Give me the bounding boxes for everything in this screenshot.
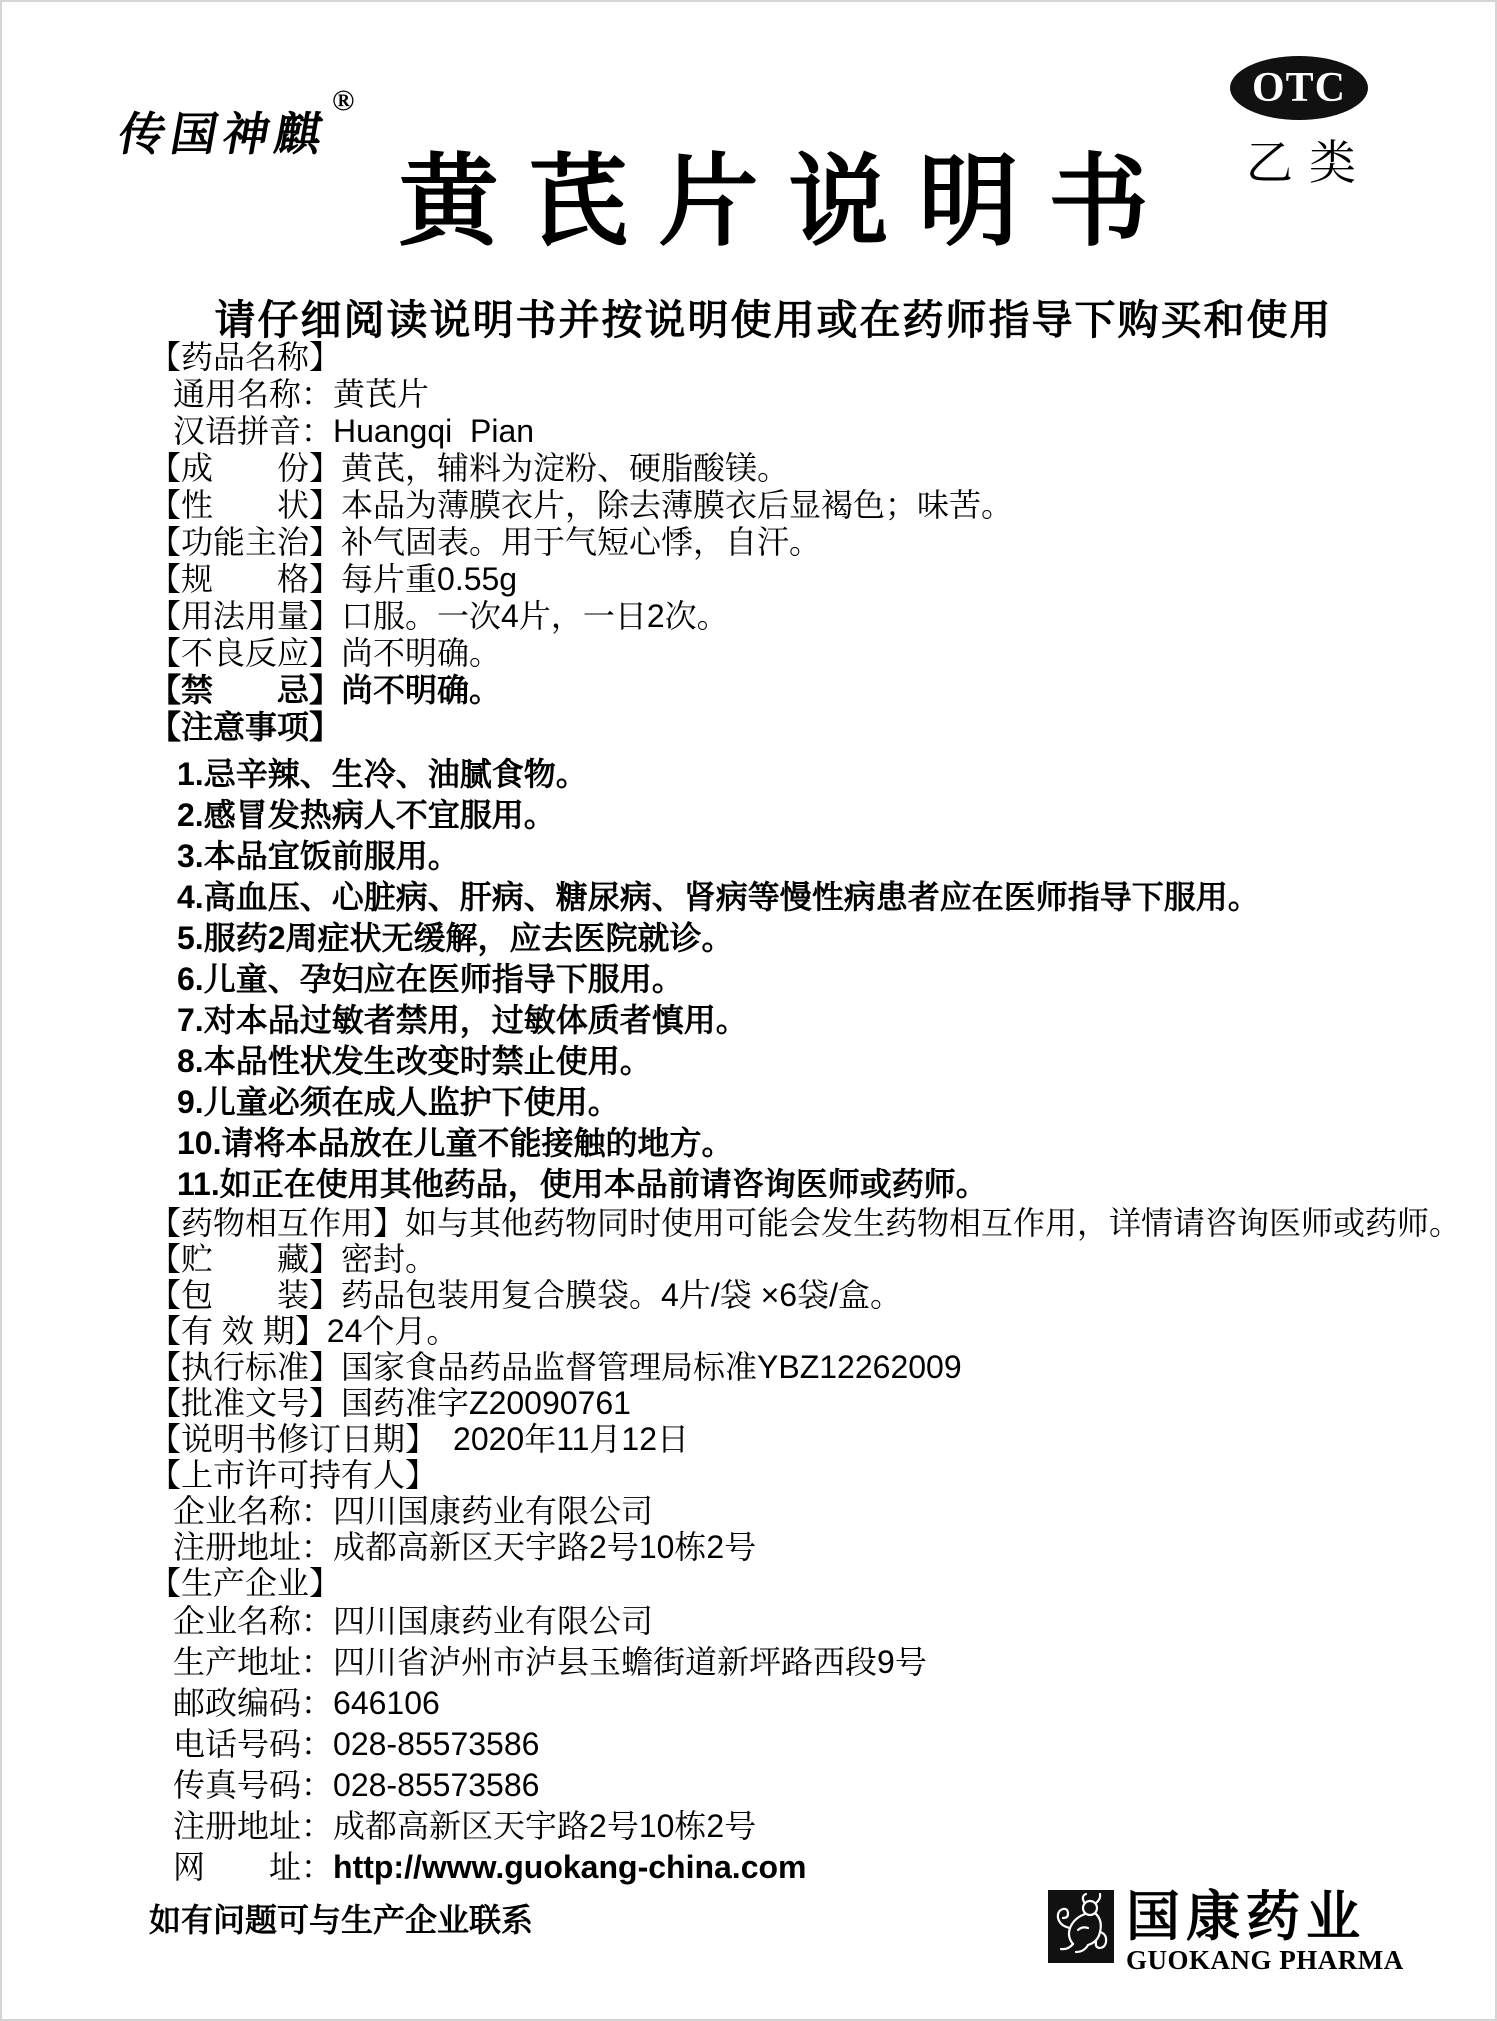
section-precautions-heading: 【注意事项】	[149, 709, 342, 745]
field-label: 【有 效 期】	[149, 1313, 327, 1349]
field-label: 【执行标准】	[149, 1349, 342, 1385]
field-label: 【说明书修订日期】	[149, 1421, 422, 1457]
precaution-item: 6.儿童、孕妇应在医师指导下服用。	[177, 961, 684, 997]
field-value: 口服。一次4片，一日2次。	[341, 598, 729, 634]
field-website	[149, 1847, 1390, 1888]
field-revision-date	[149, 1421, 1390, 1457]
qilin-logo-icon	[1048, 1890, 1114, 1963]
field-label: 【功能主治】	[149, 524, 342, 560]
field-storage	[149, 1241, 1390, 1277]
field-label: 【贮 藏】	[149, 1241, 342, 1277]
field-pinyin	[149, 413, 1390, 450]
field-label: 【禁 忌】	[149, 672, 342, 708]
website-url: http://www.guokang-china.com	[333, 1849, 807, 1885]
precaution-item: 5.服药2周症状无缓解，应去医院就诊。	[177, 920, 734, 956]
precaution-item: 9.儿童必须在成人监护下使用。	[177, 1084, 620, 1120]
field-label: 【规 格】	[149, 561, 342, 597]
field-label: 邮政编码：	[173, 1685, 334, 1721]
field-value: 2020年11月12日	[421, 1421, 690, 1457]
field-label: 生产地址：	[173, 1644, 334, 1680]
section-manufacturer-heading: 【生产企业】	[149, 1565, 342, 1601]
field-value: 黄芪，辅料为淀粉、硬脂酸镁。	[341, 450, 790, 486]
field-manufacturer-company	[149, 1601, 1390, 1642]
field-label: 汉语拼音：	[173, 413, 334, 449]
field-value: 成都高新区天宇路2号10栋2号	[333, 1808, 757, 1844]
precaution-item: 10.请将本品放在儿童不能接触的地方。	[177, 1125, 734, 1161]
field-value: 尚不明确。	[341, 635, 502, 671]
field-value: 四川国康药业有限公司	[333, 1603, 654, 1639]
field-label: 企业名称：	[173, 1603, 334, 1639]
field-spec	[149, 561, 1390, 598]
field-value: 国药准字Z20090761	[341, 1385, 631, 1421]
field-character	[149, 487, 1390, 524]
field-value: 24个月。	[326, 1313, 459, 1349]
field-value: 四川国康药业有限公司	[333, 1493, 654, 1529]
field-drug-interaction	[149, 1205, 1497, 1241]
leaflet-body	[149, 339, 1462, 1941]
contact-note: 如有问题可与生产企业联系	[149, 1902, 534, 1938]
field-mah-reg-address	[149, 1529, 1390, 1565]
field-ingredients	[149, 450, 1390, 487]
field-manufacturer-address	[149, 1642, 1390, 1683]
field-label: 企业名称：	[173, 1493, 334, 1529]
field-fax	[149, 1765, 1390, 1806]
field-telephone	[149, 1724, 1390, 1765]
logo-company-name: 国康药业	[1126, 1887, 1366, 1947]
precaution-item: 2.感冒发热病人不宜服用。	[177, 797, 556, 833]
field-value: 每片重0.55g	[341, 561, 518, 597]
field-standard	[149, 1349, 1390, 1385]
field-value: 密封。	[341, 1241, 438, 1277]
field-value: 黄芪片	[333, 376, 430, 412]
field-functions	[149, 524, 1390, 561]
field-value: 国家食品药品监督管理局标准YBZ12262009	[341, 1349, 962, 1385]
logo-company-name-en: GUOKANG PHARMA	[1126, 1945, 1404, 1975]
precaution-item: 1.忌辛辣、生冷、油腻食物。	[177, 756, 588, 792]
precaution-item: 3.本品宜饭前服用。	[177, 838, 460, 874]
field-value: 646106	[333, 1685, 440, 1721]
precaution-item: 4.高血压、心脏病、肝病、糖尿病、肾病等慢性病患者应在医师指导下服用。	[177, 879, 1260, 915]
field-label: 注册地址：	[173, 1529, 334, 1565]
field-value: Huangqi Pian	[333, 413, 535, 449]
field-value: 如与其他药物同时使用可能会发生药物相互作用，详情请咨询医师或药师。	[405, 1205, 1462, 1241]
precaution-item: 8.本品性状发生改变时禁止使用。	[177, 1043, 652, 1079]
field-adverse-reaction	[149, 635, 1390, 672]
field-zip-code	[149, 1683, 1390, 1724]
precaution-list	[149, 754, 1390, 1205]
field-label: 【用法用量】	[149, 598, 342, 634]
field-label: 注册地址：	[173, 1808, 334, 1844]
field-value: 本品为薄膜衣片，除去薄膜衣后显褐色；味苦。	[341, 487, 1014, 523]
precaution-item: 7.对本品过敏者禁用，过敏体质者慎用。	[177, 1002, 748, 1038]
section-mah-heading: 【上市许可持有人】	[149, 1457, 438, 1493]
field-value: 补气固表。用于气短心悸，自汗。	[341, 524, 822, 560]
page-title: 黄芪片说明书	[398, 146, 1179, 258]
precaution-item: 11.如正在使用其他药品，使用本品前请咨询医师或药师。	[177, 1166, 988, 1202]
field-value: 药品包装用复合膜袋。4片/袋 ×6袋/盒。	[341, 1277, 902, 1313]
company-logo	[1048, 1887, 1404, 1975]
field-label: 【不良反应】	[149, 635, 342, 671]
field-manufacturer-reg-address	[149, 1806, 1390, 1847]
usage-warning: 请仔细阅读说明书并按说明使用或在药师指导下购买和使用	[214, 297, 1333, 343]
section-drug-name-heading: 【药品名称】	[149, 339, 342, 375]
field-label: 通用名称：	[173, 376, 334, 412]
field-label: 【批准文号】	[149, 1385, 342, 1421]
field-label: 电话号码：	[173, 1726, 334, 1762]
registered-trademark-icon: ®	[332, 84, 355, 117]
field-label: 【性 状】	[149, 487, 342, 523]
field-validity	[149, 1313, 1390, 1349]
field-contraindication	[149, 672, 1390, 709]
field-value: 尚不明确。	[341, 672, 502, 708]
field-package	[149, 1277, 1390, 1313]
field-value: 028-85573586	[333, 1767, 540, 1803]
field-label: 【药物相互作用】	[149, 1205, 406, 1241]
logo-text	[1126, 1887, 1404, 1975]
field-label: 【包 装】	[149, 1277, 342, 1313]
field-value: 028-85573586	[333, 1726, 540, 1762]
otc-ellipse-icon: OTC	[1230, 56, 1368, 120]
field-usage	[149, 598, 1390, 635]
field-label: 传真号码：	[173, 1767, 334, 1803]
field-label: 网 址：	[173, 1849, 334, 1885]
brand-name: 传国神麒	[114, 109, 332, 160]
field-generic-name	[149, 376, 1390, 413]
otc-class-label: 乙类	[1246, 138, 1372, 190]
field-label: 【成 份】	[149, 450, 342, 486]
field-value: 成都高新区天宇路2号10栋2号	[333, 1529, 757, 1565]
field-mah-company	[149, 1493, 1390, 1529]
field-value: 四川省泸州市泸县玉蟾街道新坪路西段9号	[333, 1644, 927, 1680]
field-approval-number	[149, 1385, 1390, 1421]
